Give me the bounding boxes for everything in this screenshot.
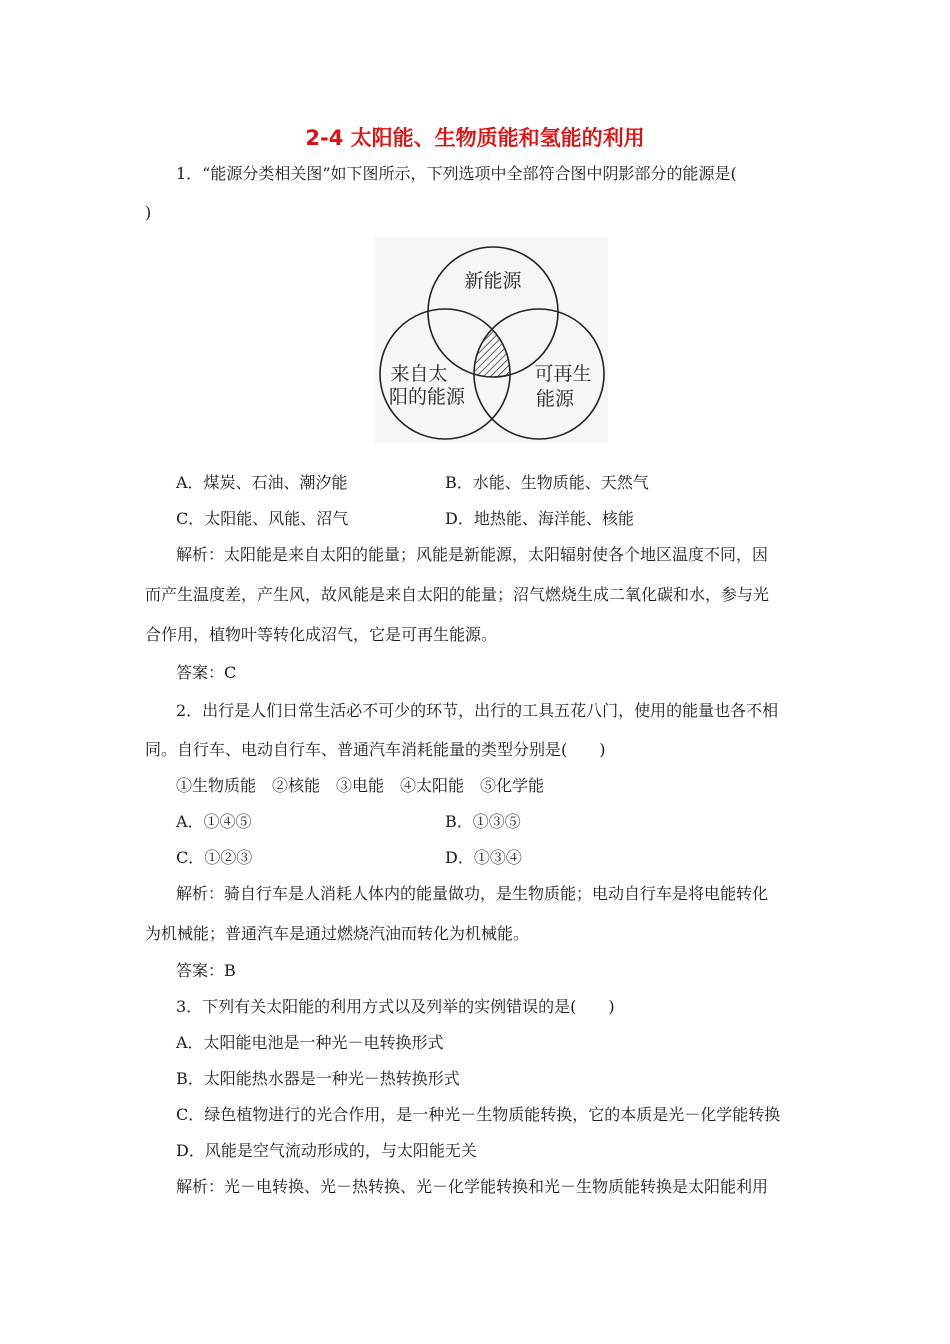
document-title: 2-4 太阳能、生物质能和氢能的利用 <box>305 126 645 150</box>
q1-stem-line2: ) <box>145 203 152 222</box>
q2-stem-line2: 同。自行车、电动自行车、普通汽车消耗能量的类型分别是( ) <box>145 740 606 759</box>
label-renewable-line1: 可再生 <box>534 363 592 385</box>
q1-option-c: C．太阳能、风能、沼气 <box>176 509 349 528</box>
q3-option-b: B．太阳能热水器是一种光－热转换形式 <box>176 1069 460 1088</box>
label-solar-line2: 阳的能源 <box>388 386 466 408</box>
q2-answer: 答案：B <box>176 961 236 980</box>
q3-stem: 3．下列有关太阳能的利用方式以及列举的实例错误的是( ) <box>176 997 615 1016</box>
q2-analysis-line1: 解析：骑自行车是人消耗人体内的能量做功，是生物质能；电动自行车是将电能转化 <box>176 884 769 903</box>
q1-stem-line1: 1．“能源分类相关图”如下图所示，下列选项中全部符合图中阴影部分的能源是( <box>176 164 737 183</box>
q1-analysis-line3: 合作用，植物叶等转化成沼气，它是可再生能源。 <box>145 625 498 644</box>
q2-option-a: A．①④⑤ <box>176 812 252 831</box>
q3-option-a: A．太阳能电池是一种光－电转换形式 <box>176 1033 444 1052</box>
q3-analysis-line1: 解析：光－电转换、光－热转换、光－化学能转换和光－生物质能转换是太阳能利用 <box>176 1177 769 1196</box>
q1-answer: 答案：C <box>176 663 237 682</box>
q3-option-c: C．绿色植物进行的光合作用，是一种光－生物质能转换，它的本质是光－化学能转换 <box>176 1105 781 1124</box>
q1-analysis-line1: 解析：太阳能是来自太阳的能量；风能是新能源，太阳辐射使各个地区温度不同，因 <box>176 545 769 564</box>
label-solar-line1: 来自太 <box>390 363 448 385</box>
label-renewable-line2: 能源 <box>535 388 575 410</box>
q2-items: ①生物质能 ②核能 ③电能 ④太阳能 ⑤化学能 <box>176 776 545 795</box>
q2-option-d: D．①③④ <box>445 848 522 867</box>
q1-option-d: D．地热能、海洋能、核能 <box>445 509 634 528</box>
q1-analysis-line2: 而产生温度差，产生风，故风能是来自太阳的能量；沼气燃烧生成二氧化碳和水，参与光 <box>145 585 770 604</box>
venn-diagram <box>375 237 608 443</box>
q2-analysis-line2: 为机械能；普通汽车是通过燃烧汽油而转化为机械能。 <box>145 924 530 943</box>
q2-option-b: B．①③⑤ <box>445 812 521 831</box>
q1-option-b: B．水能、生物质能、天然气 <box>445 473 649 492</box>
q2-option-c: C．①②③ <box>176 848 253 867</box>
q3-option-d: D．风能是空气流动形成的，与太阳能无关 <box>176 1141 477 1160</box>
label-new-energy: 新能源 <box>464 270 522 292</box>
q2-stem-line1: 2．出行是人们日常生活必不可少的环节，出行的工具五花八门，使用的能量也各不相 <box>176 701 779 720</box>
q1-option-a: A．煤炭、石油、潮汐能 <box>176 473 348 492</box>
